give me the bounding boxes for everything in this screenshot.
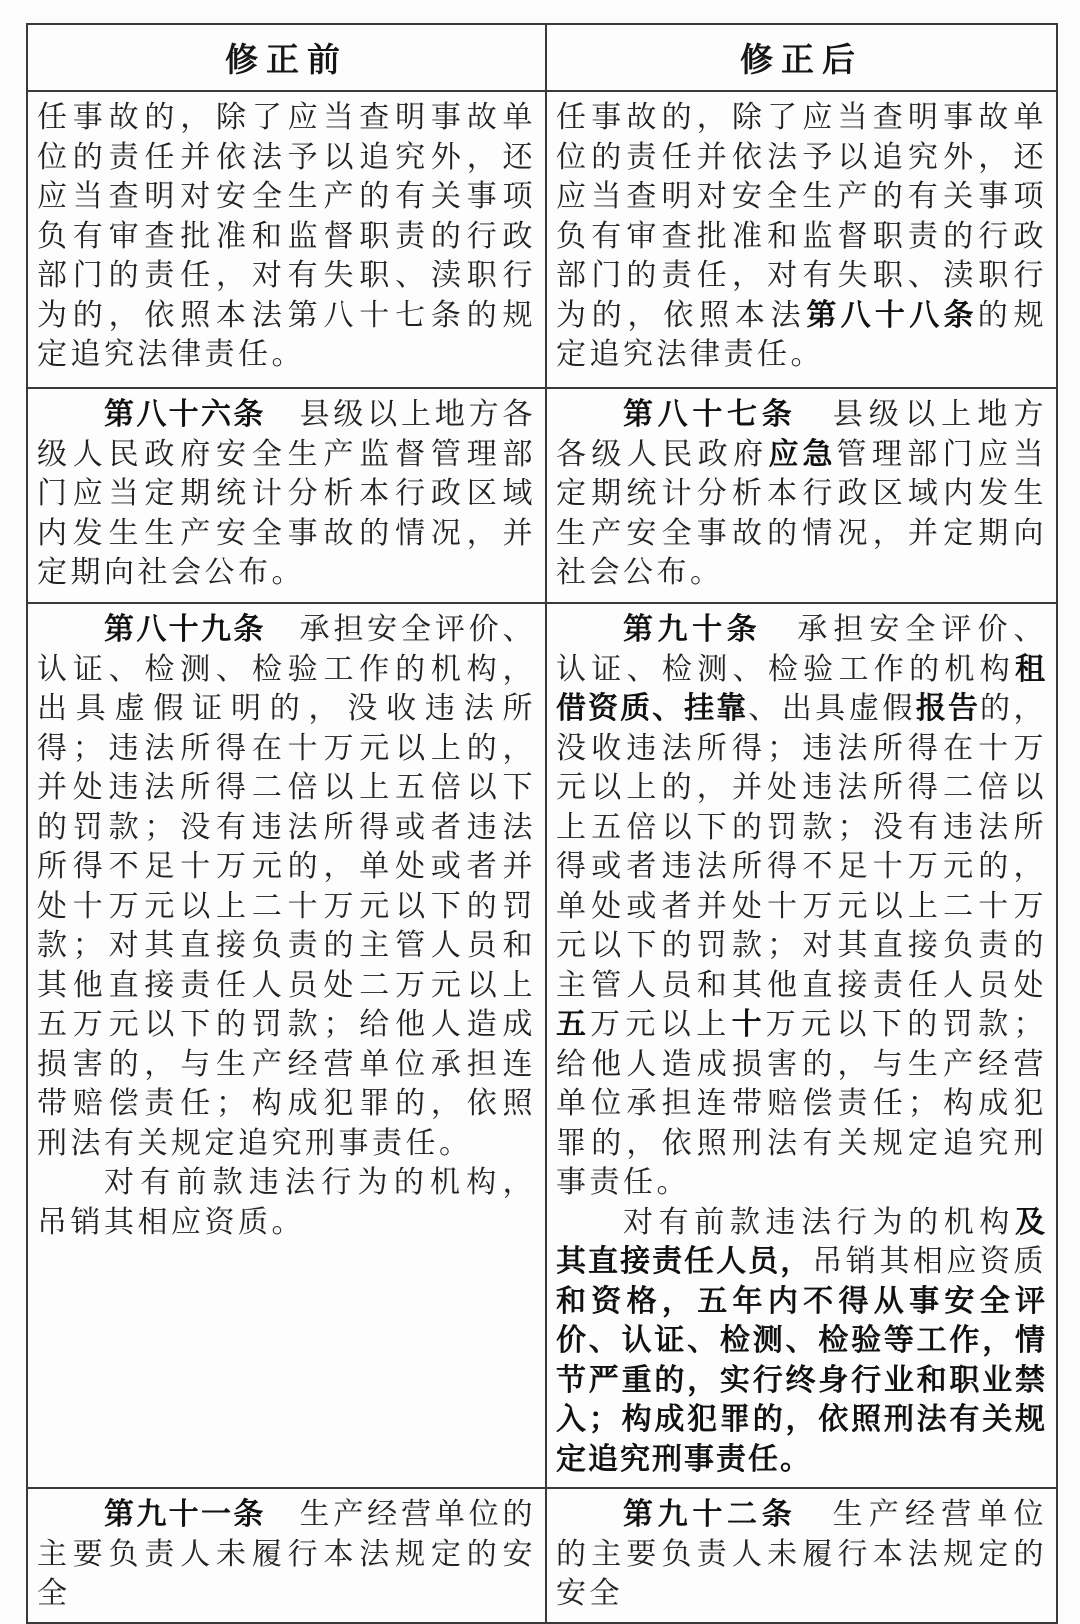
law-paragraph [556, 1203, 1047, 1480]
text-run: 任事故的，除了应当查明事故单位的责任并依法予以追究外，还应当查明对安全生产的有关事项负有审查批准和监督职责的行政部门的责任，对有失职、渎职行为的，依照本法第八十七条的规定追究法律责任。 [37, 101, 536, 371]
cell-before-row-2 [27, 388, 546, 603]
amended-text-run: 第九十条 [623, 613, 762, 646]
text-run: 的，没收违法所得；违法所得在十万元以上的，并处违法所得二倍以上五倍以下的罚款；没有违法所得或者违法所得不足十万元的，单处或者并处十万元以上二十万元以下的罚款；对其直接负责的主管人员和其他直接责任人员处 [556, 692, 1048, 1002]
text-run: 承担安全评价、认证、检测、检验工作的机构，出具虚假证明的，没收违法所得；违法所得在十万元以上的，并处违法所得二倍以上五倍以下的罚款；没有违法所得或者违法所得不足十万元的，单处或者并处十万元以上二十万元以下的罚款；对其直接负责的主管人员和其他直接责任人员处二万元以上五万元以下的罚款；给他人造成损害的，与生产经营单位承担连带赔偿责任；构成犯罪的，依照刑法有关规定追究刑事责任。 [37, 613, 537, 1160]
law-paragraph [37, 610, 536, 1163]
amended-text-run: 第八十六条 [104, 398, 266, 431]
law-paragraph [556, 1495, 1047, 1614]
law-paragraph [556, 395, 1047, 593]
column-header-before-amendment: 修正前 [27, 24, 546, 91]
law-paragraph [556, 98, 1047, 375]
amended-text-run: 及其直接责任人员， [556, 1205, 1047, 1278]
text-run: 万元以下的罚款；给他人造成损害的，与生产经营单位承担连带赔偿责任；构成犯罪的，依照刑法有关规定追究刑事责任。 [556, 1008, 1048, 1199]
amendment-comparison-table [26, 23, 1058, 1624]
amended-text-run: 第八十九条 [104, 613, 266, 646]
comparison-row [27, 388, 1057, 603]
cell-after-row-4 [546, 1488, 1057, 1623]
amended-text-run: 和资格，五年内不得从事安全评价、认证、检测、检验等工作，情节严重的，实行终身行业和职业禁入；构成犯罪的，依照刑法有关规定追究刑事责任。 [556, 1284, 1047, 1476]
column-header-after-amendment: 修正后 [546, 24, 1057, 91]
law-paragraph [556, 610, 1047, 1203]
text-run: 任事故的，除了应当查明事故单位的责任并依法予以追究外，还应当查明对安全生产的有关事项负有审查批准和监督职责的行政部门的责任，对有失职、渎职行为的，依照本法 [556, 101, 1047, 332]
comparison-row [27, 91, 1057, 388]
amended-text-run: 第八十七条 [623, 398, 797, 431]
cell-before-row-3 [27, 603, 546, 1488]
text-run: 生产经营单位的主要负责人未履行本法规定的安全 [37, 1498, 537, 1610]
text-run: 、出具虚假 [748, 692, 916, 725]
cell-before-row-4 [27, 1488, 546, 1623]
text-run: 县级以上地方各级人民政府 [556, 398, 1048, 471]
cell-after-row-3 [546, 603, 1057, 1488]
amended-text-run: 应急 [768, 437, 837, 471]
text-run: 生产经营单位的主要负责人未履行本法规定的安全 [556, 1498, 1048, 1610]
law-paragraph [37, 1495, 536, 1614]
cell-after-row-2 [546, 388, 1057, 603]
text-run: 万元以上 [589, 1008, 732, 1041]
law-paragraph [37, 1163, 536, 1242]
amended-text-run: 第九十二条 [623, 1498, 797, 1531]
cell-before-row-1 [27, 91, 546, 388]
amended-text-run: 租借资质、挂靠 [556, 652, 1047, 725]
text-run: 县级以上地方各级人民政府安全生产监督管理部门应当定期统计分析本行政区域内发生生产安全事故的情况，并定期向社会公布。 [37, 398, 537, 589]
comparison-row [27, 1488, 1057, 1623]
table-body [27, 91, 1057, 1623]
amended-text-run: 第九十一条 [104, 1498, 266, 1531]
amended-text-run: 五 [556, 1008, 590, 1041]
amended-text-run: 第八十八条 [806, 298, 978, 332]
text-run: 对有前款违法行为的机构，吊销其相应资质。 [37, 1166, 536, 1239]
law-paragraph [37, 395, 536, 593]
text-run: 对有前款违法行为的机构 [623, 1205, 1015, 1239]
comparison-row [27, 603, 1057, 1488]
text-run: 吊销其相应资质 [812, 1245, 1048, 1278]
text-run: 承担安全评价、认证、检测、检验工作的机构 [556, 613, 1048, 686]
text-run: 的规定追究法律责任。 [556, 298, 1048, 371]
text-run: 管理部门应当定期统计分析本行政区域内发生生产安全事故的情况，并定期向社会公布。 [556, 437, 1048, 589]
cell-after-row-1 [546, 91, 1057, 388]
amended-text-run: 报告 [915, 692, 980, 725]
table-header-row [27, 24, 1057, 91]
law-paragraph [37, 98, 536, 375]
amended-text-run: 十 [731, 1008, 766, 1041]
